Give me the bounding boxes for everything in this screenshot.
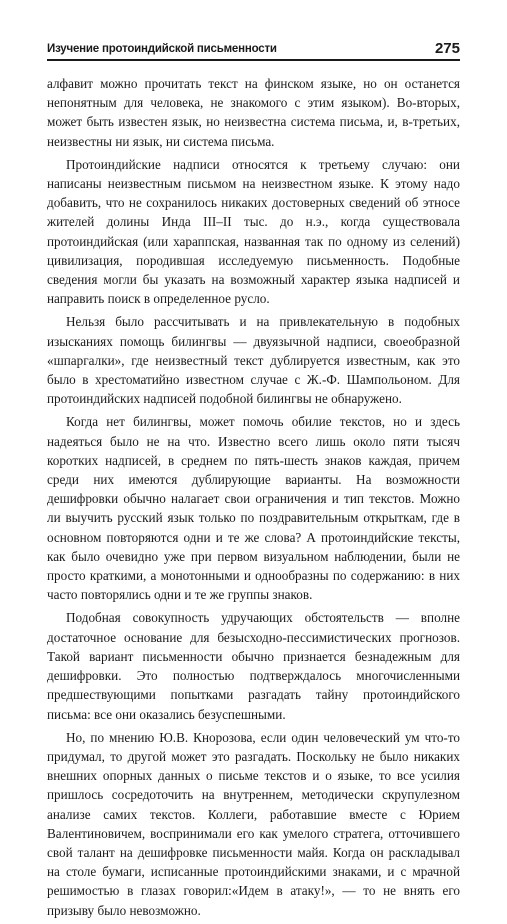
paragraph: Нельзя было рассчитывать и на привлекательную в подобных изысканиях помощь билингвы — двуязычной надписи, своеобразной «шпаргалки», где неизвестный текст дублируется известным, как это было в хрестоматийно известном случае с Ж.-Ф. Шампольоном. Для протоиндийских надписей подобной билингвы не обнаружено.	[47, 314, 460, 407]
page-number: 275	[434, 40, 460, 57]
running-title: Изучение протоиндийской письменности	[47, 43, 277, 55]
paragraph: Но, по мнению Ю.В. Кнорозова, если один человеческий ум что-то придумал, то другой может это разгадать. Поскольку не было никаких внешних опорных данных о письме текстов и о языке, то все усилия пришлось сосредоточить на внутреннем, методически скрупулезном анализе самих текстов. Коллеги, работавшие вместе с Юрием Валентиновичем, воспринимали его как умелого стратега, отточившего свой талант на дешифровке письменности майя. Когда он раскладывал на столе бумаги, исписанные протоиндийскими знаками, и с мрачной решимостью в глазах говорил:«Идем в атаку!», — то не внять его призыву было невозможно.	[47, 729, 460, 918]
body-text	[47, 74, 460, 924]
paragraph: Когда нет билингвы, может помочь обилие текстов, но и здесь надеяться было не на что. Известно всего лишь около пяти тысяч коротких надписей, в среднем по пять-шесть знаков каждая, причем среди них имеются дублирующие варианты. На возможности дешифровки обычно налагает свои ограничения и тип текстов. Можно ли выучить русский язык только по поздравительным открыткам, где в основном повторяются одни и те же слова? А протоиндийские тексты, как было очевидно уже при первом визуальном наблюдении, были не просто краткими, а монотонными и однообразны по содержанию: в них часто повторялись одни и те же группы знаков.	[47, 414, 460, 603]
paragraph: алфавит можно прочитать текст на финском языке, но он останется непонятным для человека, не знакомого с этим языком). Во-вторых, может быть известен язык, но неизвестна система письма, и, в-третьих, неизвестны ни язык, ни система письма.	[47, 76, 460, 149]
paragraph: Подобная совокупность удручающих обстоятельств — вполне достаточное основание для безысходно-пессимистических прогнозов. Такой вариант письменности обычно признается безнадежным для дешифровки. Это полностью подтверждалось многочисленными предшествующими попытками разгадать тайну протоиндийского письма: все они оказались безуспешными.	[47, 610, 460, 722]
paragraph: Протоиндийские надписи относятся к третьему случаю: они написаны неизвестным письмом на неизвестном языке. К этому надо добавить, что не сохранилось никаких достоверных сведений об этносе жителей долины Инда III–II тыс. до н.э., когда существовала протоиндийская (или хараппская, названная так по одному из селений) цивилизация, породившая исследуемую письменность. Подобные сведения могли бы указать на возможный характер языка надписей и направить поиск в определенное русло.	[47, 156, 460, 307]
page-header	[47, 37, 460, 61]
